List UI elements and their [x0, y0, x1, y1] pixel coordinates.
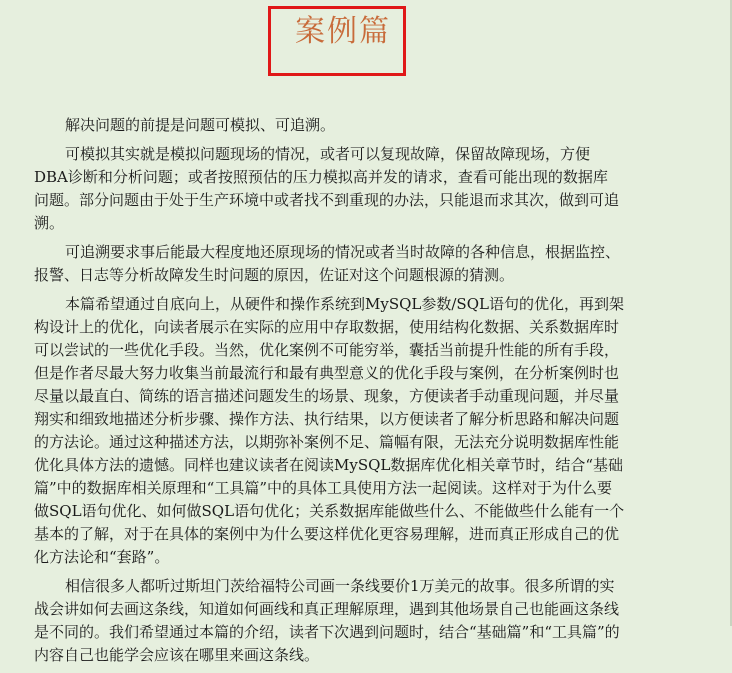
section-title: 案例篇 [295, 14, 391, 49]
paragraph-1 [34, 114, 664, 137]
text-line: 战会讲如何去画这条线，知道如何画线和真正理解原理，遇到其他场景自己也能画这条线 [34, 600, 620, 618]
text-line: 的方法论。通过这种描述方法，以期弥补案例不足、篇幅有限，无法充分说明数据库性能 [34, 433, 620, 451]
paragraph-4 [34, 293, 664, 569]
text-line: 翔实和细致地描述分析步骤、操作方法、执行结果，以方便读者了解分析思路和解决问题 [34, 410, 620, 428]
text-line: 尽量以最直白、简练的语言描述问题发生的场景、现象，方便读者手动重现问题，并尽量 [34, 387, 620, 405]
text-line: 溯。 [34, 214, 65, 232]
text-line: 构设计上的优化，向读者展示在实际的应用中存取数据，使用结构化数据、关系数据库时 [34, 318, 620, 336]
text-line: 问题。部分问题由于处于生产环境中或者找不到重现的办法，只能退而求其次，做到可追 [34, 191, 620, 209]
text-line: 解决问题的前提是问题可模拟、可追溯。 [65, 116, 336, 134]
text-line: 优化具体方法的遗憾。同样也建议读者在阅读MySQL数据库优化相关章节时，结合“基础 [34, 456, 624, 474]
paragraph-5 [34, 575, 664, 667]
text-line: 报警、日志等分析故障发生时问题的原因，佐证对这个问题根源的猜测。 [34, 266, 515, 284]
text-line: 篇”中的数据库相关原理和“工具篇”中的具体工具使用方法一起阅读。这样对于为什么要 [34, 479, 613, 497]
text-line: 内容自己也能学会应该在哪里来画这条线。 [34, 646, 320, 664]
text-line: DBA诊断和分析问题；或者按照预估的压力模拟高并发的请求，查看可能出现的数据库 [34, 168, 608, 186]
text-line: 相信很多人都听过斯坦门茨给福特公司画一条线要价1万美元的故事。很多所谓的实 [65, 577, 615, 595]
text-line: 基本的了解，对于在具体的案例中为什么要这样优化更容易理解，进而真正形成自己的优 [34, 525, 620, 543]
text-line: 做SQL语句优化、如何做SQL语句优化；关系数据库能做些什么、不能做些什么能有一个 [34, 502, 625, 520]
text-line: 可模拟其实就是模拟问题现场的情况，或者可以复现故障，保留故障现场，方便 [65, 145, 591, 163]
text-line: 本篇希望通过自底向上，从硬件和操作系统到MySQL参数/SQL语句的优化，再到架 [65, 295, 624, 313]
text-line: 但是作者尽最大努力收集当前最流行和最有典型意义的优化手段与案例，在分析案例时也 [34, 364, 620, 382]
paragraph-3 [34, 241, 664, 287]
paragraph-2 [34, 143, 664, 235]
text-line: 可以尝试的一些优化手段。当然，优化案例不可能穷举，囊括当前提升性能的所有手段， [34, 341, 620, 359]
document-body [34, 114, 664, 673]
text-line: 是不同的。我们希望通过本篇的介绍，读者下次遇到问题时，结合“基础篇”和“工具篇”的 [34, 623, 620, 641]
text-line: 可追溯要求事后能最大程度地还原现场的情况或者当时故障的各种信息，根据监控、 [65, 243, 621, 261]
text-line: 化方法论和“套路”。 [34, 548, 170, 566]
